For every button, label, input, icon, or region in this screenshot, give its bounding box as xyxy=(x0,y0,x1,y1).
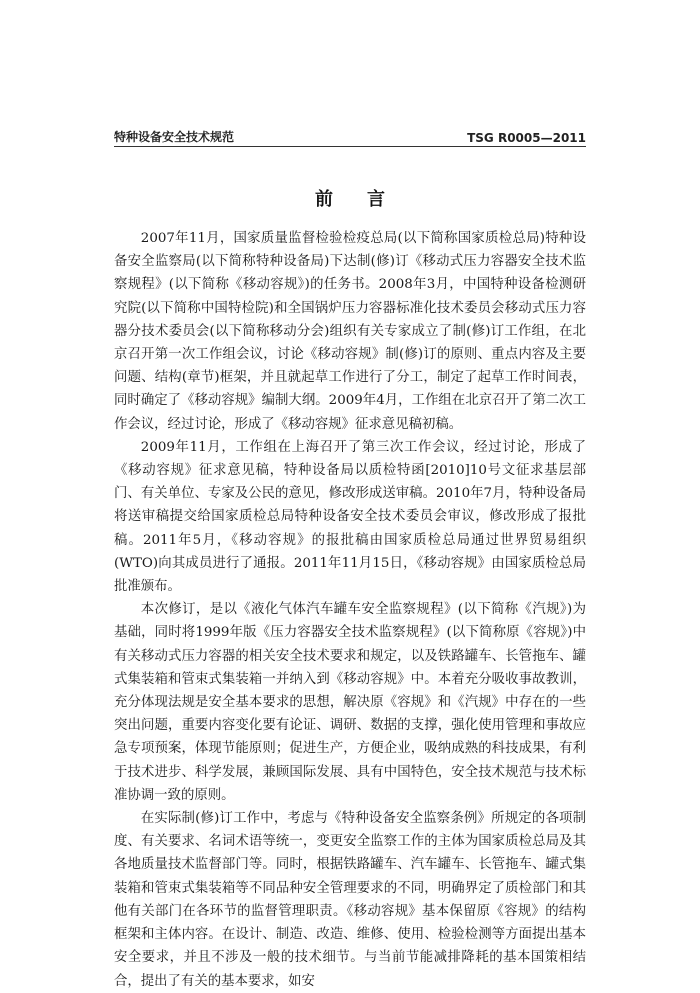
body-text xyxy=(114,227,586,993)
running-header xyxy=(114,128,586,145)
header-rule xyxy=(114,146,586,147)
paragraph: 本次修订，是以《液化气体汽车罐车安全监察规程》(以下简称《汽规》)为基础，同时将1999年版《压力容器安全技术监察规程》(以下简称原《容规》)中有关移动式压力容器的相关安全技术要求和规定，以及铁路罐车、长管拖车、罐式集装箱和管束式集装箱一并纳入到《移动容规》中。本着充分吸收事故教训，充分体现法规是安全基本要求的思想，解决原《容规》和《汽规》中存在的一些突出问题，重要内容变化要有论证、调研、数据的支撑，强化使用管理和事故应急专项预案，体现节能原则；促进生产，方便企业，吸纳成熟的科技成果，有利于技术进步、科学发展，兼顾国际发展、具有中国特色，安全技术规范与技术标准协调一致的原则。 xyxy=(114,602,586,803)
page-title: 前言 xyxy=(315,189,419,210)
paragraph: 2007年11月，国家质量监督检验检疫总局(以下简称国家质检总局)特种设备安全监察局(以下简称特种设备局)下达制(修)订《移动式压力容器安全技术监察规程》(以下简称《移动容规》)的任务书。2008年3月，中国特种设备检测研究院(以下简称中国特检院)和全国锅炉压力容器标准化技术委员会移动式压力容器分技术委员会(以下简称移动分会)组织有关专家成立了制(修)订工作组，在北京召开第一次工作组会议，讨论《移动容规》制(修)订的原则、重点内容及主要问题、结构(章节)框架，并且就起草工作进行了分工，制定了起草工作时间表，同时确定了《移动容规》编制大纲。2009年4月，工作组在北京召开了第二次工作会议，经过讨论，形成了《移动容规》征求意见稿初稿。 xyxy=(114,231,586,432)
paragraph: 在实际制(修)订工作中，考虑与《特种设备安全监察条例》所规定的各项制度、有关要求、名词术语等统一，变更安全监察工作的主体为国家质检总局及其各地质量技术监督部门等。同时，根据铁路罐车、汽车罐车、长管拖车、罐式集装箱和管束式集装箱等不同品种安全管理要求的不同，明确界定了质检部门和其他有关部门在各环节的监督管理职责。《移动容规》基本保留原《容规》的结构框架和主体内容。在设计、制造、改造、维修、使用、检验检测等方面提出基本安全要求，并且不涉及一般的技术细节。与当前节能减排降耗的基本国策相结合，提出了有关的基本要求，如安 xyxy=(114,811,586,989)
paragraph: 2009年11月，工作组在上海召开了第三次工作会议，经过讨论，形成了《移动容规》征求意见稿，特种设备局以质检特函[2010]10号文征求基层部门、有关单位、专家及公民的意见，修改形成送审稿。2010年7月，特种设备局将送审稿提交给国家质检总局特种设备安全技术委员会审议，修改形成了报批稿。2011年5月，《移动容规》的报批稿由国家质检总局通过世界贸易组织(WTO)向其成员进行了通报。2011年11月15日，《移动容规》由国家质检总局批准颁布。 xyxy=(114,439,586,595)
header-left-title: 特种设备安全技术规范 xyxy=(114,130,235,144)
header-standard-code: TSG R0005—2011 xyxy=(467,131,586,145)
